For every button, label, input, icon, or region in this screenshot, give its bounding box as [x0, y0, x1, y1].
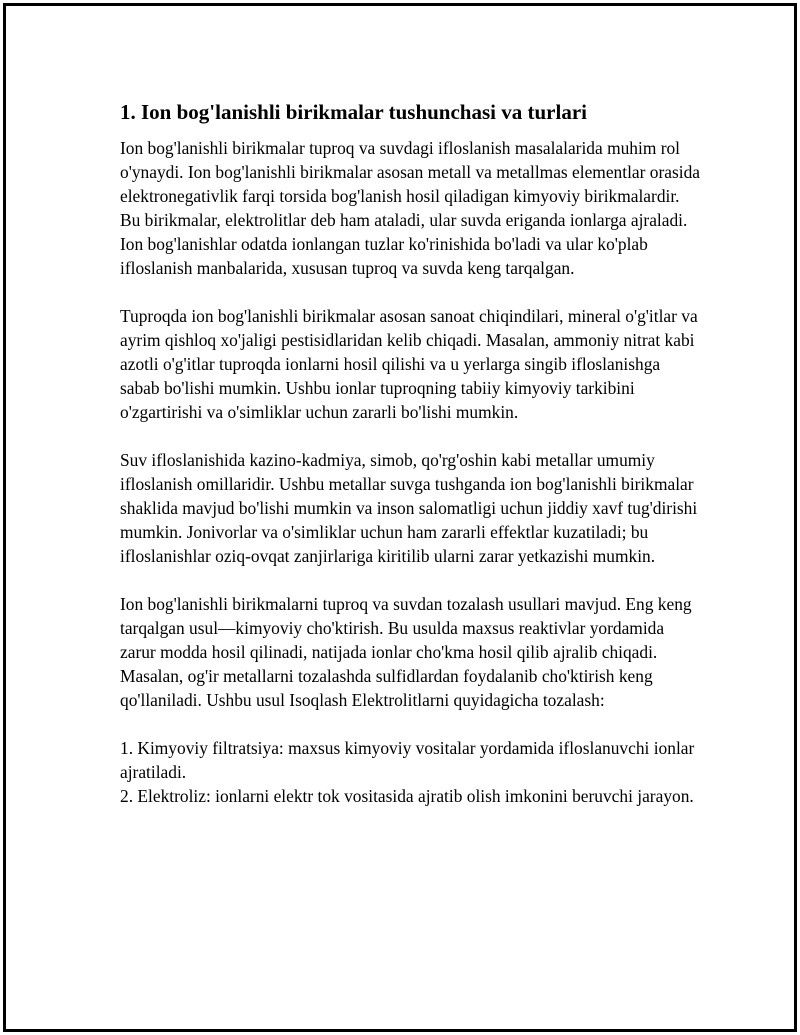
document-page: [3, 3, 797, 1032]
paragraph-4: Ion bog'lanishli birikmalarni tuproq va suvdan tozalash usullari mavjud. Eng keng tarqalgan usul—kimyoviy cho'ktirish. Bu usulda maxsus reaktivlar yordamida zarur modda hosil qilinadi, natijada ionlar cho'kma hosil qilib ajralib chiqadi. Masalan, og'ir metallarni tozalashda sulfidlardan foydalanib cho'ktirish keng qo'llaniladi. Ushbu usul Isoqlash Elektrolitlarni quyidagicha tozalash:: [120, 594, 692, 710]
section-heading: 1. Ion bog'lanishli birikmalar tushunchasi va turlari: [120, 100, 587, 124]
paragraph-2: Tuproqda ion bog'lanishli birikmalar asosan sanoat chiqindilari, mineral o'g'itlar va ayrim qishloq xo'jaligi pestisidlaridan kelib chiqadi. Masalan, ammoniy nitrat kabi azotli o'g'itlar tuproqda ionlarni hosil qilishi va u yerlarga singib ifloslanishga sabab bo'lishi mumkin. Ushbu ionlar tuproqning tabiiy kimyoviy tarkibini o'zgartirishi va o'simliklar uchun zararli bo'lishi mumkin.: [120, 306, 698, 422]
paragraph-3: Suv ifloslanishida kazino-kadmiya, simob, qo'rg'oshin kabi metallar umumiy ifloslanish omillaridir. Ushbu metallar suvga tushganda ion bog'lanishli birikmalar shaklida mavjud bo'lishi mumkin va inson salomatligi uchun jiddiy xavf tug'dirishi mumkin. Jonivorlar va o'simliklar uchun ham zararli effektlar kuzatiladi; bu ifloslanishlar oziq-ovqat zanjirlariga kiritilib ularni zarar yetkazishi mumkin.: [120, 450, 698, 566]
list-item-2: 2. Elektroliz: ionlarni elektr tok vositasida ajratib olish imkonini beruvchi jarayon.: [120, 786, 694, 806]
document-body: [120, 98, 700, 808]
numbered-list: [120, 736, 700, 808]
list-item-1: 1. Kimyoviy filtratsiya: maxsus kimyoviy vositalar yordamida ifloslanuvchi ionlar ajratiladi.: [120, 738, 695, 782]
paragraph-1: Ion bog'lanishli birikmalar tuproq va suvdagi ifloslanish masalalarida muhim rol o'ynaydi. Ion bog'lanishli birikmalar asosan metall va metallmas elementlar orasida elektronegativlik farqi torsida bog'lanish hosil qiladigan kimyoviy birikmalardir. Bu birikmalar, elektrolitlar deb ham ataladi, ular suvda eriganda ionlarga ajraladi. Ion bog'lanishlar odatda ionlangan tuzlar ko'rinishida bo'ladi va ular ko'plab ifloslanish manbalarida, xususan tuproq va suvda keng tarqalgan.: [120, 138, 700, 278]
